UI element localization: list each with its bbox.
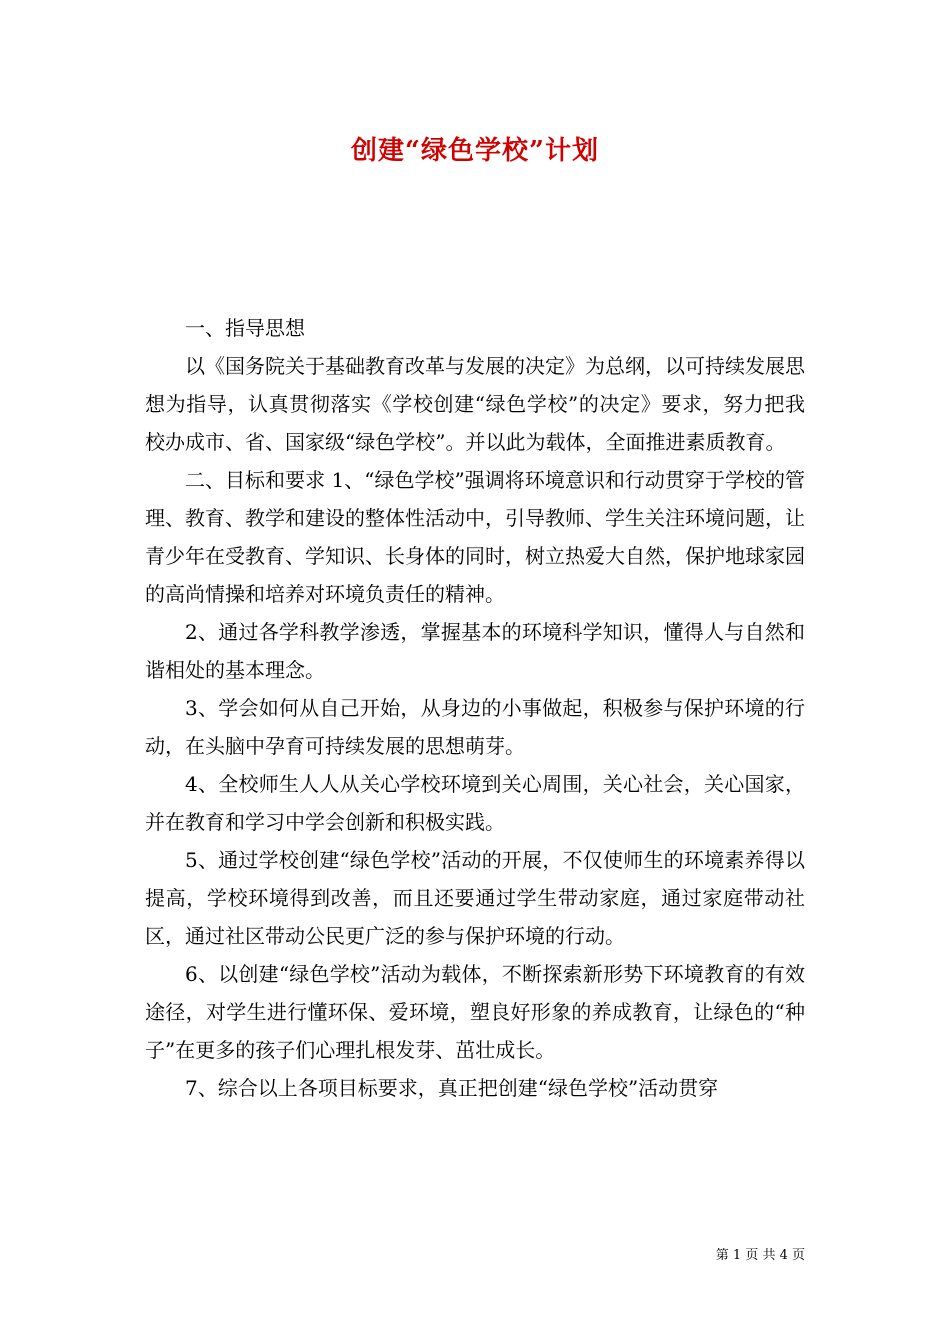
page-number: 第 1 页 共 4 页: [715, 1248, 805, 1263]
paragraph-goal-7: 7、综合以上各项目标要求，真正把创建“绿色学校”活动贯穿: [185, 1076, 719, 1100]
paragraph-goal-3: 3、学会如何从自己开始，从身边的小事做起，积极参与保护环境的行动，在头脑中孕育可持续发展的思想萌芽。: [145, 696, 805, 758]
paragraph-goal-4: 4、全校师生人人从关心学校环境到关心周围，关心社会，关心国家，并在教育和学习中学会创新和积极实践。: [145, 772, 805, 834]
paragraph-goal-6: 6、以创建“绿色学校”活动为载体，不断探索新形势下环境教育的有效途径，对学生进行懂环保、爱环境，塑良好形象的养成教育，让绿色的“种子”在更多的孩子们心理扎根发芽、茁壮成长。: [145, 962, 805, 1062]
section-heading-guiding-ideology: 一、指导思想: [185, 316, 305, 340]
paragraph-guiding-ideology: 以《国务院关于基础教育改革与发展的决定》为总纲，以可持续发展思想为指导，认真贯彻落实《学校创建“绿色学校”的决定》要求，努力把我校办成市、省、国家级“绿色学校”。并以此为载体，全面推进素质教育。: [145, 354, 805, 454]
paragraph-goal-2: 2、通过各学科教学渗透，掌握基本的环境科学知识，懂得人与自然和谐相处的基本理念。: [145, 620, 805, 682]
paragraph-goal-5: 5、通过学校创建“绿色学校”活动的开展，不仅使师生的环境素养得以提高，学校环境得到改善，而且还要通过学生带动家庭，通过家庭带动社区，通过社区带动公民更广泛的参与保护环境的行动。: [145, 848, 805, 948]
paragraph-goal-1: 二、目标和要求 1、“绿色学校”强调将环境意识和行动贯穿于学校的管理、教育、教学和建设的整体性活动中，引导教师、学生关注环境问题，让青少年在受教育、学知识、长身体的同时，树立热爱大自然，保护地球家园的高尚情操和培养对环境负责任的精神。: [145, 468, 805, 606]
document-body: [145, 309, 805, 1107]
document-title: 创建“绿色学校”计划: [351, 136, 599, 166]
